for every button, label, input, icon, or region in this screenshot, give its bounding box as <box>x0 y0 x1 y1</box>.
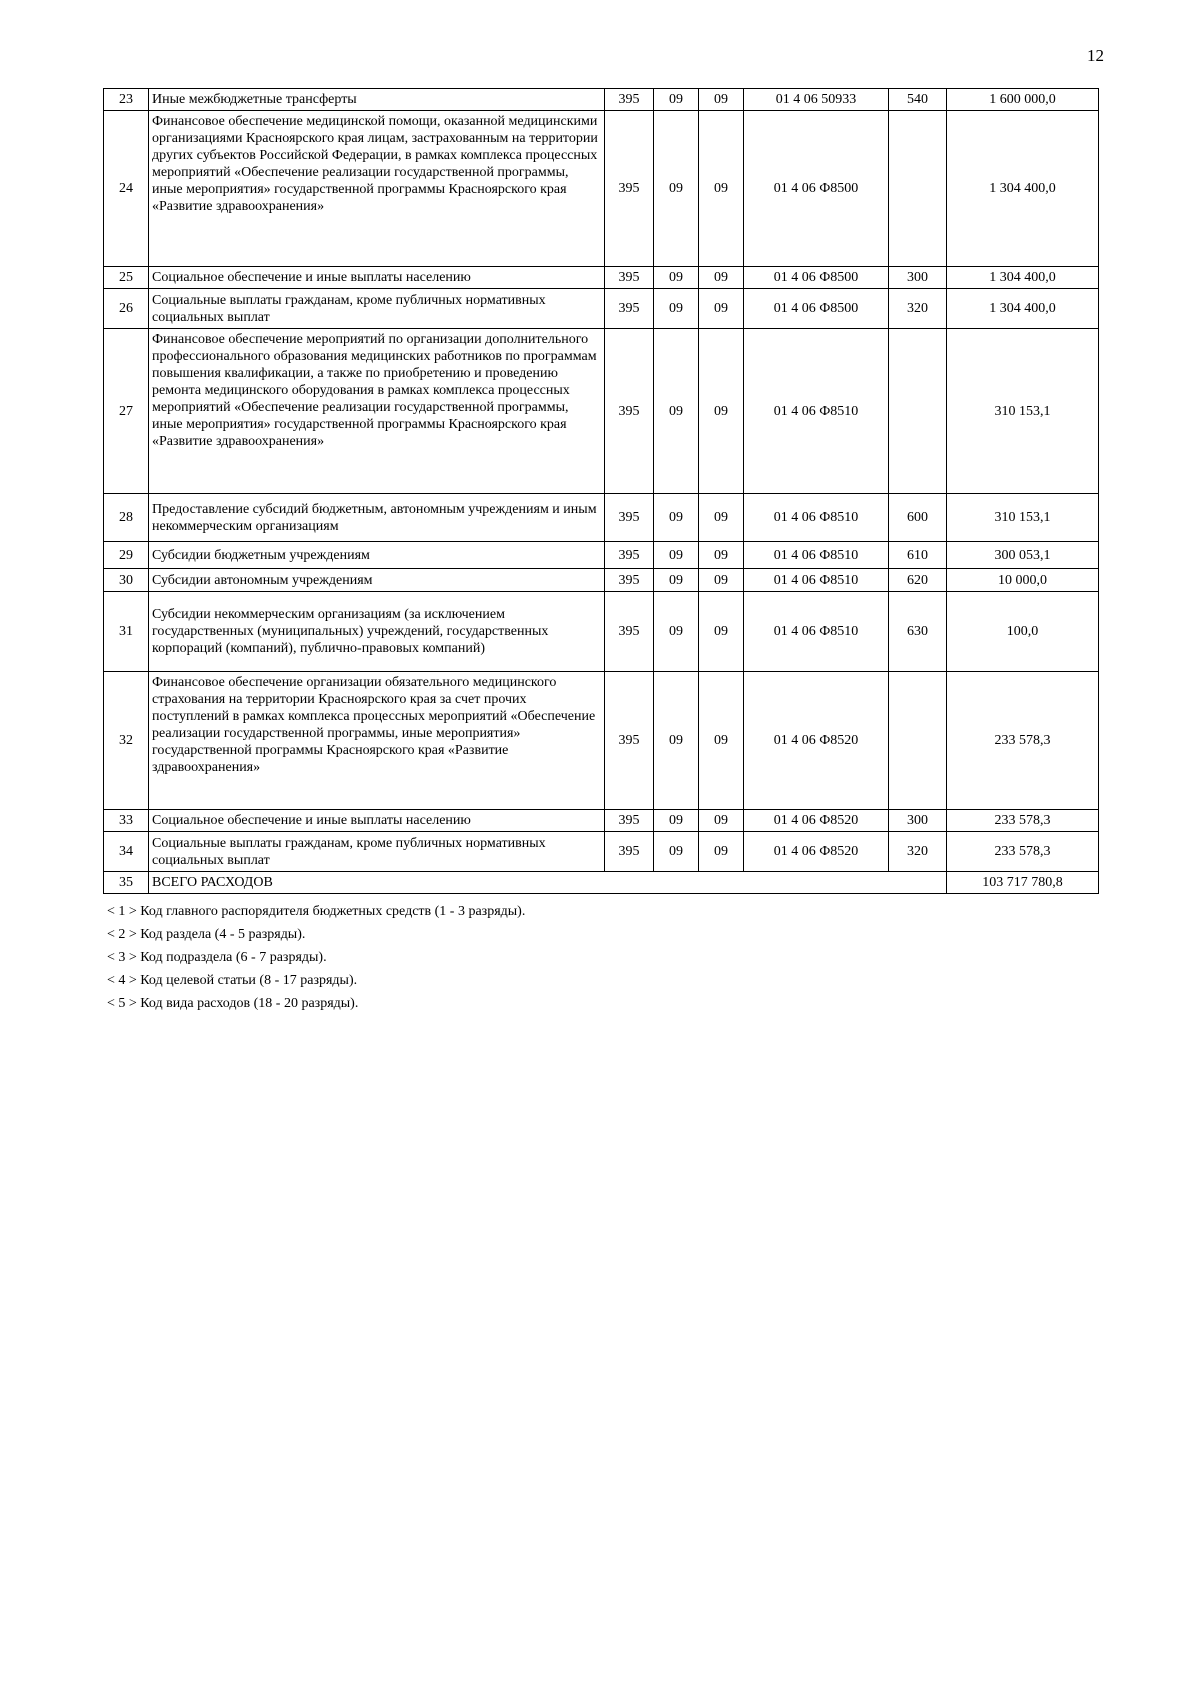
grbs-code: 395 <box>605 810 654 832</box>
table-row <box>104 542 1099 569</box>
target-article-code: 01 4 06 Ф8520 <box>744 832 889 872</box>
footnote-2: < 2 > Код раздела (4 - 5 разряды). <box>107 927 306 942</box>
table-row <box>104 832 1099 872</box>
row-number: 33 <box>104 810 149 832</box>
amount: 300 053,1 <box>947 542 1099 569</box>
grbs-code: 395 <box>605 494 654 542</box>
section-code: 09 <box>654 832 699 872</box>
target-article-code: 01 4 06 Ф8510 <box>744 569 889 592</box>
amount: 233 578,3 <box>947 810 1099 832</box>
amount: 10 000,0 <box>947 569 1099 592</box>
expense-type-code: 320 <box>889 832 947 872</box>
expense-type-code: 540 <box>889 89 947 111</box>
amount: 1 304 400,0 <box>947 111 1099 267</box>
section-code: 09 <box>654 111 699 267</box>
expense-type-code <box>889 672 947 810</box>
expense-type-code: 600 <box>889 494 947 542</box>
row-number: 26 <box>104 289 149 329</box>
section-code: 09 <box>654 89 699 111</box>
grbs-code: 395 <box>605 89 654 111</box>
row-name: Финансовое обеспечение медицинской помощи, оказанной медицинскими организациями Красноярского края лицам, застрахованным на территории других субъектов Российской Федерации, в рамках комплекса процессных мероприятий «Обеспечение реализации государственной программы, иные мероприятия» государственной программы Красноярского края «Развитие здравоохранения» <box>149 111 605 267</box>
amount: 1 304 400,0 <box>947 267 1099 289</box>
amount: 233 578,3 <box>947 832 1099 872</box>
row-name: Финансовое обеспечение организации обязательного медицинского страхования на территории Красноярского края за счет прочих поступлений в рамках комплекса процессных мероприятий «Обеспечение реализации государственной программы, иные мероприятия» государственной программы Красноярского края «Развитие здравоохранения» <box>149 672 605 810</box>
subsection-code: 09 <box>699 494 744 542</box>
target-article-code: 01 4 06 Ф8510 <box>744 592 889 672</box>
grbs-code: 395 <box>605 672 654 810</box>
row-name: Социальное обеспечение и иные выплаты населению <box>149 810 605 832</box>
row-number: 31 <box>104 592 149 672</box>
grbs-code: 395 <box>605 267 654 289</box>
row-name: Социальное обеспечение и иные выплаты населению <box>149 267 605 289</box>
target-article-code: 01 4 06 Ф8520 <box>744 672 889 810</box>
subsection-code: 09 <box>699 810 744 832</box>
footnote-5: < 5 > Код вида расходов (18 - 20 разряды). <box>107 996 359 1011</box>
grbs-code: 395 <box>605 569 654 592</box>
expenditure-table <box>103 88 1099 894</box>
row-number: 29 <box>104 542 149 569</box>
expense-type-code: 320 <box>889 289 947 329</box>
grbs-code: 395 <box>605 592 654 672</box>
row-name: Субсидии некоммерческим организациям (за исключением государственных (муниципальных) учреждений, государственных корпораций (компаний), публично-правовых компаний) <box>149 592 605 672</box>
subsection-code: 09 <box>699 89 744 111</box>
section-code: 09 <box>654 542 699 569</box>
grbs-code: 395 <box>605 542 654 569</box>
subsection-code: 09 <box>699 111 744 267</box>
target-article-code: 01 4 06 Ф8510 <box>744 542 889 569</box>
target-article-code: 01 4 06 Ф8500 <box>744 289 889 329</box>
row-name: Предоставление субсидий бюджетным, автономным учреждениям и иным некоммерческим организациям <box>149 494 605 542</box>
total-amount: 103 717 780,8 <box>947 872 1099 894</box>
section-code: 09 <box>654 569 699 592</box>
amount: 233 578,3 <box>947 672 1099 810</box>
row-name: Субсидии автономным учреждениям <box>149 569 605 592</box>
row-name: Социальные выплаты гражданам, кроме публичных нормативных социальных выплат <box>149 289 605 329</box>
expense-type-code <box>889 329 947 494</box>
table-row <box>104 672 1099 810</box>
expense-type-code: 620 <box>889 569 947 592</box>
section-code: 09 <box>654 592 699 672</box>
target-article-code: 01 4 06 Ф8500 <box>744 111 889 267</box>
row-number: 30 <box>104 569 149 592</box>
row-number: 28 <box>104 494 149 542</box>
section-code: 09 <box>654 672 699 810</box>
section-code: 09 <box>654 267 699 289</box>
table-row <box>104 329 1099 494</box>
footnote-1: < 1 > Код главного распорядителя бюджетных средств (1 - 3 разряды). <box>107 904 526 919</box>
table-row <box>104 267 1099 289</box>
row-name: Финансовое обеспечение мероприятий по организации дополнительного профессионального образования медицинских работников по программам повышения квалификации, а также по приобретению и проведению ремонта медицинского оборудования в рамках комплекса процессных мероприятий «Обеспечение реализации государственной программы, иные мероприятия» государственной программы Красноярского края «Развитие здравоохранения» <box>149 329 605 494</box>
footnotes <box>107 903 525 1018</box>
subsection-code: 09 <box>699 329 744 494</box>
expense-type-code: 300 <box>889 810 947 832</box>
section-code: 09 <box>654 329 699 494</box>
expense-type-code: 610 <box>889 542 947 569</box>
row-name: Социальные выплаты гражданам, кроме публичных нормативных социальных выплат <box>149 832 605 872</box>
subsection-code: 09 <box>699 569 744 592</box>
row-number: 27 <box>104 329 149 494</box>
expense-type-code <box>889 111 947 267</box>
table-row <box>104 289 1099 329</box>
table-row <box>104 810 1099 832</box>
subsection-code: 09 <box>699 672 744 810</box>
expense-type-code: 630 <box>889 592 947 672</box>
grbs-code: 395 <box>605 329 654 494</box>
amount: 1 304 400,0 <box>947 289 1099 329</box>
amount: 100,0 <box>947 592 1099 672</box>
table-row <box>104 89 1099 111</box>
section-code: 09 <box>654 289 699 329</box>
subsection-code: 09 <box>699 542 744 569</box>
table-row <box>104 569 1099 592</box>
target-article-code: 01 4 06 Ф8510 <box>744 329 889 494</box>
target-article-code: 01 4 06 Ф8510 <box>744 494 889 542</box>
total-label: ВСЕГО РАСХОДОВ <box>149 872 947 894</box>
expense-type-code: 300 <box>889 267 947 289</box>
amount: 1 600 000,0 <box>947 89 1099 111</box>
target-article-code: 01 4 06 50933 <box>744 89 889 111</box>
subsection-code: 09 <box>699 289 744 329</box>
section-code: 09 <box>654 810 699 832</box>
grbs-code: 395 <box>605 111 654 267</box>
table-row <box>104 494 1099 542</box>
grbs-code: 395 <box>605 289 654 329</box>
table-row <box>104 592 1099 672</box>
row-number: 35 <box>104 872 149 894</box>
amount: 310 153,1 <box>947 329 1099 494</box>
page-number: 12 <box>1087 46 1104 65</box>
subsection-code: 09 <box>699 592 744 672</box>
footnote-4: < 4 > Код целевой статьи (8 - 17 разряды). <box>107 973 358 988</box>
row-number: 34 <box>104 832 149 872</box>
row-name: Субсидии бюджетным учреждениям <box>149 542 605 569</box>
section-code: 09 <box>654 494 699 542</box>
row-number: 25 <box>104 267 149 289</box>
amount: 310 153,1 <box>947 494 1099 542</box>
grbs-code: 395 <box>605 832 654 872</box>
footnote-3: < 3 > Код подраздела (6 - 7 разряды). <box>107 950 327 965</box>
target-article-code: 01 4 06 Ф8500 <box>744 267 889 289</box>
target-article-code: 01 4 06 Ф8520 <box>744 810 889 832</box>
row-name: Иные межбюджетные трансферты <box>149 89 605 111</box>
subsection-code: 09 <box>699 832 744 872</box>
row-number: 23 <box>104 89 149 111</box>
table-row <box>104 111 1099 267</box>
row-number: 32 <box>104 672 149 810</box>
total-row <box>104 872 1099 894</box>
subsection-code: 09 <box>699 267 744 289</box>
row-number: 24 <box>104 111 149 267</box>
